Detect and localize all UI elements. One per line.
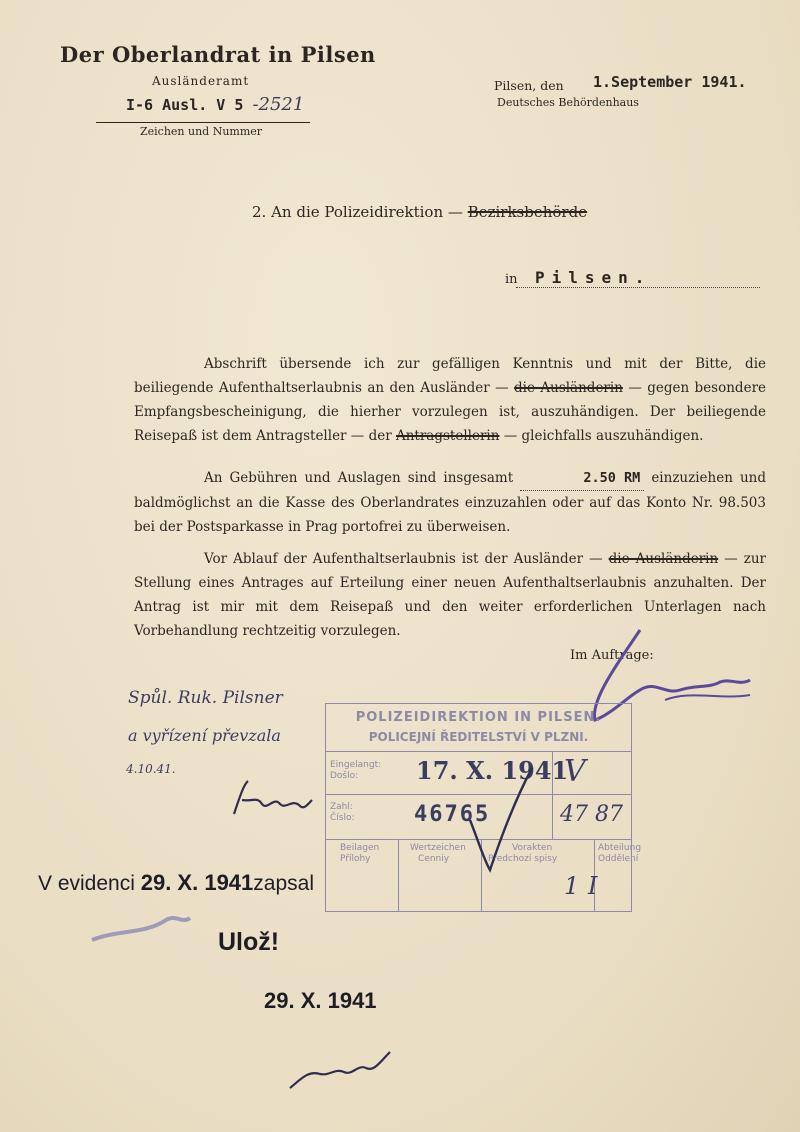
registry-prefix: V evidenci [38,872,135,895]
paragraph-3-text-a: Vor Ablauf der Aufenthaltserlaubnis ist der Ausländer — [204,551,603,567]
fee-amount: 2.50 RM [520,466,644,491]
hand-note-line2: a vyřízení převzala [128,726,281,745]
hand-note-date: 4.10.41. [126,762,176,776]
stamp-divider [552,751,553,839]
document-date: 1.September 1941. [593,73,747,91]
reference-typed: I-6 Ausl. V 5 [126,96,253,114]
registry-suffix: zapsal [253,872,314,895]
reference-number [126,94,304,115]
stamp-hand-prior: 1 [564,872,580,900]
paragraph-1 [134,352,766,448]
stamp-hand-number: 47 87 [560,802,623,827]
stamp-number: 46765 [414,802,491,827]
paragraph-2-text-a: An Gebühren und Auslagen sind insgesamt [204,470,514,486]
stamp-label-attachments-cz: Přílohy [340,854,371,864]
stamp-label-received-de: Eingelangt: [330,760,382,770]
filing-date: 29. X. 1941 [264,988,377,1013]
city-rule [516,287,760,288]
hand-initials [222,776,322,822]
department-label: Ausländeramt [152,74,250,88]
stamp-label-fees-cz: Cenniy [418,854,450,864]
check-mark [460,760,540,880]
paragraph-2 [134,466,766,539]
file-note: Ulož! [218,928,280,956]
stamp-label-fees-de: Wertzeichen [410,843,466,853]
paragraph-1-struck-2: Antragstellerin [395,428,500,444]
stamp-hand-dept: I [588,872,598,900]
paragraph-1-text-c: — gleichfalls auszuhändigen. [503,428,704,444]
reference-rule [96,122,310,123]
recipient-prefix: 2. An die Polizeidirektion — [252,203,463,221]
stamp-label-dept-de: Abteilung [598,843,642,853]
registry-line [38,870,314,896]
stamp-label-received-cz: Došlo: [330,771,359,781]
stamp-label-number-de: Zahl: [330,802,353,812]
recipient-line [252,203,587,221]
stamp-divider [398,839,399,911]
paragraph-2-text-b: einzuziehen und baldmöglichst an die Kasse des Oberlandrates einzuzahlen oder auf das Konto Nr. 98.503 bei der Postsparkasse in Prag portofrei zu überweisen. [134,470,767,535]
registry-initials [86,900,206,950]
paragraph-1-text-a: Abschrift übersende ich zur gefälligen Kenntnis und mit der Bitte, die beiliegende Aufenthaltserlaubnis an den Ausländer — [134,356,766,396]
stamp-hand-mark: V [564,754,586,789]
paragraph-1-struck-1: die Ausländerin [514,380,623,396]
stamp-label-prior-de: Vorakten [512,843,553,853]
stamp-label-dept-cz: Oddělení [598,854,639,864]
stamp-title-de: POLIZEIDIREKTION IN PILSEN. [355,710,602,725]
building-label: Deutsches Behördenhaus [497,96,639,109]
place-label: Pilsen, den [494,78,564,93]
stamp-label-number-cz: Číslo: [330,813,355,823]
paragraph-3-struck: die Ausländerin [608,551,719,567]
registry-date: 29. X. 1941 [140,870,254,895]
office-title: Der Oberlandrat in Pilsen [60,42,376,67]
stamp-divider [326,751,631,752]
paragraph-1-text-b: — gegen besondere Empfangsbescheinigung, die hierher vorzulegen ist, auszuhändigen. Der beiliegende Reisepaß ist dem Antragsteller — der [134,380,767,444]
reference-caption: Zeichen und Nummer [140,125,263,138]
stamp-label-prior-cz: Předchozí spisy [488,854,558,864]
paragraph-3-text-b: — zur Stellung eines Antrages auf Erteilung einer neuen Aufenthaltserlaubnis anzuhalten. Der Antrag ist mir mit dem Reisepaß und den weiter erforderlichen Unterlagen nach Vorbehandlung rechtzeitig vorzulegen. [134,551,766,639]
city-prefix: in [505,272,518,287]
stamp-label-attachments-de: Beilagen [340,843,380,853]
closing-label: Im Auftrage: [570,648,654,663]
stamp-title-cz: POLICEJNÍ ŘEDITELSTVÍ V PLZNI. [368,730,589,744]
hand-note-line1: Spůl. Ruk. Pilsner [128,688,283,708]
city-name: Pilsen. [535,268,652,287]
filing-signature [280,1040,410,1100]
reference-handwritten: -2521 [252,94,305,115]
stamp-received-date: 17. X. 1941 [416,756,569,785]
recipient-struck: Bezirksbehörde [467,203,588,221]
